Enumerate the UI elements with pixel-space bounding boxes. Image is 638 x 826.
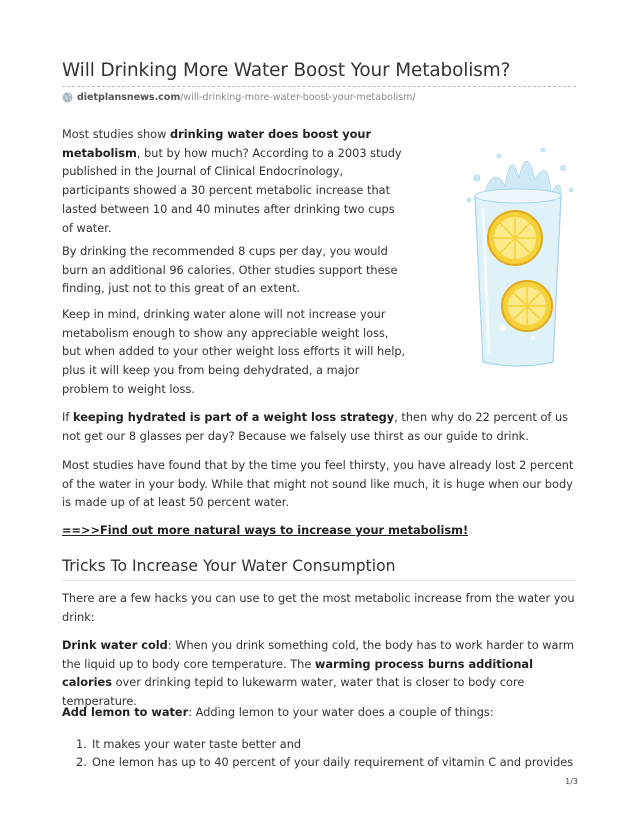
metabolism-link-paragraph <box>62 521 576 540</box>
globe-icon <box>62 92 73 103</box>
paragraph-1: Most studies show drinking water does boost your metabolism, but by how much? According to a 2003 study published in the Journal of Clinical Endocrinology, participants showed a 30 percent metabolic increase that lasted between 10 and 40 minutes after drinking two cups of water. <box>62 127 402 235</box>
paragraph-2: By drinking the recommended 8 cups per day, you would burn an additional 96 calories. Other studies support these finding, just not to this great of an extent. <box>62 244 398 296</box>
metabolism-link[interactable]: ==>>Find out more natural ways to increase your metabolism! <box>62 523 469 537</box>
tip-drink-water-cold: Drink water cold: When you drink something cold, the body has to work harder to warm the liquid up to body core temperature. The warming process burns additional calories over drinking tepid to lukewarm water, water that is closer to body core temperature. <box>62 638 575 709</box>
list-item: 2. One lemon has up to 40 percent of your daily requirement of vitamin C and provides <box>76 755 574 769</box>
page-number: 1/3 <box>565 777 578 786</box>
section-divider <box>62 580 576 581</box>
paragraph-4: If keeping hydrated is part of a weight loss strategy, then why do 22 percent of us not get our 8 glasses per day? Because we falsely use thirst as our guide to drink. <box>62 410 569 443</box>
page-title: Will Drinking More Water Boost Your Metabolism? <box>62 60 511 81</box>
source-path[interactable]: /will-drinking-more-water-boost-your-metabolism/ <box>180 92 416 103</box>
paragraph-5: Most studies have found that by the time you feel thirsty, you have already lost 2 percent of the water in your body. While that might not sound like much, it is huge when our body is made up of at least 50 percent water. <box>62 458 574 510</box>
section-intro: There are a few hacks you can use to get the most metabolic increase from the water you drink: <box>62 591 575 624</box>
paragraph-3: Keep in mind, drinking water alone will not increase your metabolism enough to show any appreciable weight loss, but when added to your other weight loss efforts it will help, plus it will keep you from being dehydrated, a major problem to weight loss. <box>62 307 406 396</box>
tip-add-lemon: Add lemon to water: Adding lemon to your water does a couple of things: <box>62 705 494 719</box>
source-line <box>62 92 416 103</box>
glass-of-lemon-water-image <box>453 138 583 370</box>
section-heading: Tricks To Increase Your Water Consumption <box>62 557 396 575</box>
source-domain[interactable]: dietplansnews.com <box>77 92 181 103</box>
title-divider <box>62 86 576 87</box>
list-item: 1. It makes your water taste better and <box>76 737 302 751</box>
